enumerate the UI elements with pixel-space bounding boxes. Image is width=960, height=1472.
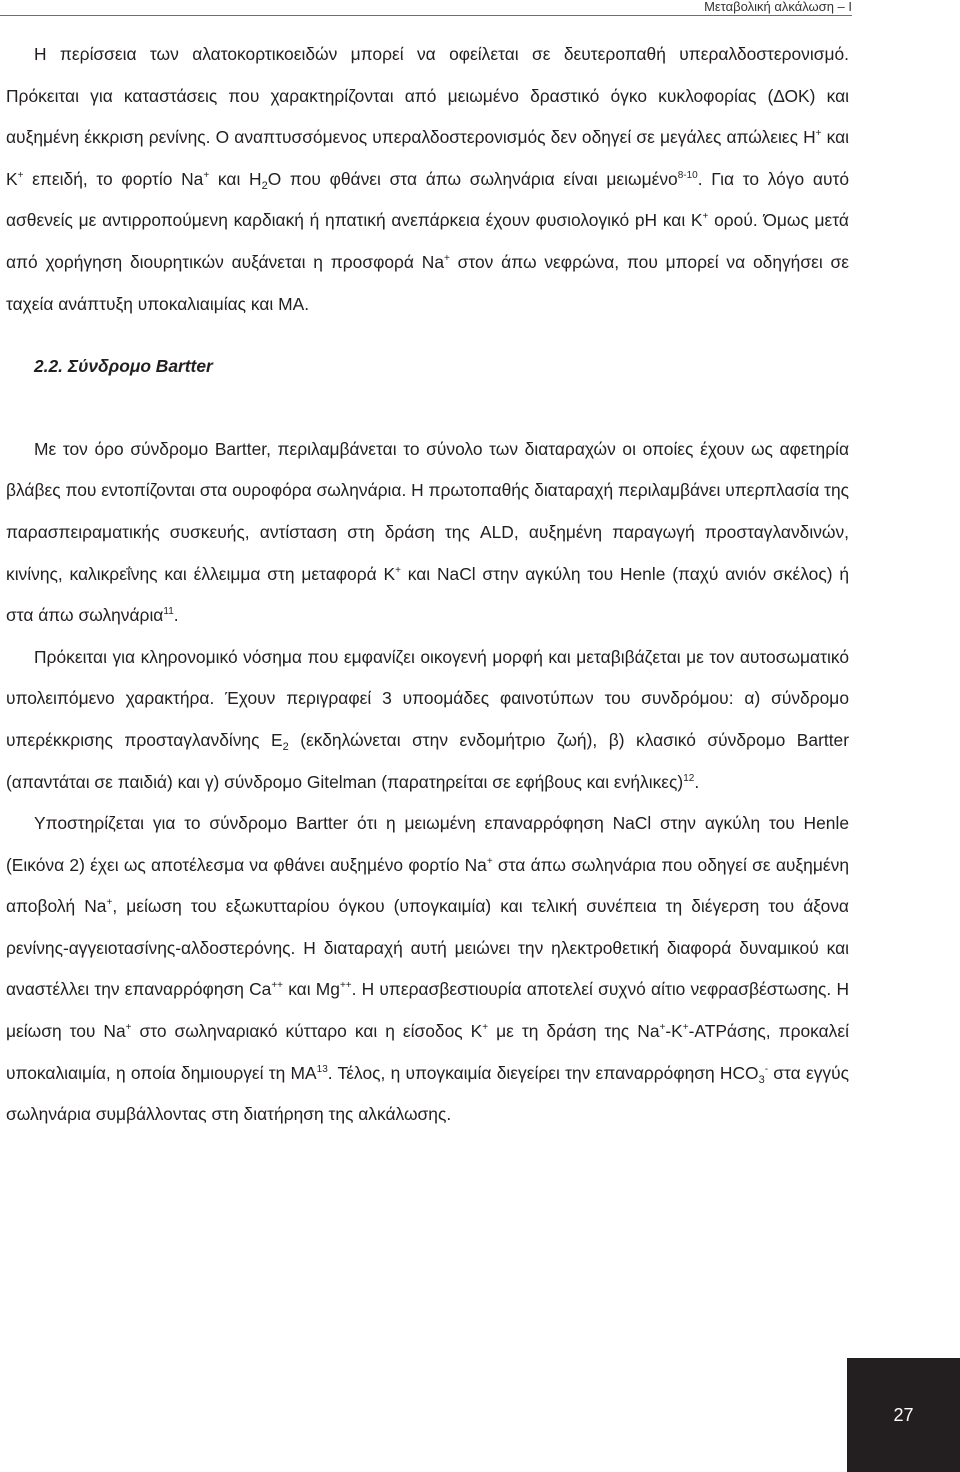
superscript: + — [486, 855, 493, 867]
text-run: και K — [6, 127, 850, 189]
subscript: 2 — [282, 740, 289, 753]
superscript: + — [444, 252, 450, 264]
paragraph-bartter-definition — [6, 429, 849, 637]
superscript: + — [203, 169, 210, 181]
text-run: , μείωση του εξωκυτταρίου όγκου (υπογκαιμία) και τελική συνέπεια τη διέγερση του άξονα ρενίνης-αγγειοτασίνης-αλδοστερόνης. Η διαταραχή αυτή μειώνει την ηλεκτροθετική διαφορά δυναμικού και αναστέλλει την επαναρρόφηση Ca — [6, 896, 849, 1000]
text-run: . — [694, 771, 700, 792]
page-number: 27 — [893, 1404, 914, 1425]
text-run: και H — [209, 168, 262, 189]
superscript: + — [17, 169, 24, 181]
superscript: + — [659, 1022, 666, 1034]
citation-ref: 13 — [316, 1063, 328, 1075]
superscript: + — [395, 564, 401, 576]
page-number-box — [847, 1358, 960, 1472]
superscript: + — [682, 1022, 689, 1034]
superscript: ++ — [339, 980, 352, 992]
text-run: στα άπω σωληνάρια που οδηγεί σε αυξημένη αποβολή Na — [6, 854, 849, 917]
text-run: . Η υπερασβεστιουρία αποτελεί συχνό αίτιο νεφρασβέστωσης. Η μείωση του Na — [6, 979, 849, 1042]
running-header: Μεταβολική αλκάλωση – Ι — [704, 0, 852, 14]
superscript: + — [482, 1022, 489, 1034]
text-run: . Για το λόγο αυτό ασθενείς με αντιρροπούμενη καρδιακή ή ηπατική ανεπάρκεια έχουν φυσιολογικό pH και K — [6, 168, 850, 231]
citation-ref: 11 — [163, 606, 174, 618]
text-run: . — [173, 605, 179, 626]
text-run: -ATPάσης, προκαλεί υποκαλιαιμία, η οποία δημιουργεί τη ΜΑ — [6, 1021, 849, 1083]
text-run: O που φθάνει στα άπω σωληνάρια είναι μειωμένο — [267, 168, 678, 189]
text-run: Με τον όρο σύνδρομο Bartter, περιλαμβάνεται το σύνολο των διαταραχών οι οποίες έχουν ως αφετηρία βλάβες που εντοπίζονται στα ουροφόρα σωληνάρια. Η πρωτοπαθής διαταραχή περιλαμβάνει υπερπλασία της παρασπειραματικής συσκευής, αντίσταση στη δράση της ALD, αυξημένη παραγωγή προσταγλανδινών, κινίνης, καλικρεΐνης και έλλειμμα στη μεταφορά K — [6, 438, 850, 584]
citation-ref: 8-10 — [677, 169, 698, 181]
header-rule — [0, 15, 852, 16]
paragraph-bartter-mechanism — [6, 803, 849, 1136]
text-run: και NaCl στην αγκύλη του Henle (παχύ ανιόν σκέλος) ή στα άπω σωληνάρια — [6, 563, 849, 626]
text-run: με τη δράση της Na — [488, 1021, 660, 1042]
superscript: + — [125, 1022, 132, 1034]
page-body — [6, 34, 849, 1136]
superscript: + — [702, 211, 709, 223]
text-run: και Mg — [283, 979, 340, 1000]
text-run: Η περίσσεια των αλατοκορτικοειδών μπορεί να οφείλεται σε δευτεροπαθή υπεραλδοστερονισμό. Πρόκειται για καταστάσεις που χαρακτηρίζονται από μειωμένο δραστικό όγκο κυκλοφορίας (ΔΟΚ) και αυξημένη έκκριση ρενίνης. Ο αναπτυσσόμενος υπεραλδοστερονισμός δεν οδηγεί σε μεγάλες απώλειες H — [6, 44, 849, 148]
subscript: 2 — [261, 179, 268, 192]
text-run: στον άπω νεφρώνα, που μπορεί να οδηγήσει σε ταχεία ανάπτυξη υποκαλιαιμίας και ΜΑ. — [6, 251, 849, 314]
superscript: + — [815, 128, 822, 140]
text-run: στα εγγύς σωληνάρια συμβάλλοντας στη διατήρηση της αλκάλωσης. — [6, 1062, 849, 1125]
text-run: Υποστηρίζεται για το σύνδρομο Bartter ότι η μειωμένη επαναρρόφηση NaCl στην αγκύλη του Henle (Εικόνα 2) έχει ως αποτέλεσμα να φθάνει αυξημένο φορτίο Na — [6, 813, 849, 875]
text-run: (εκδηλώνεται στην ενδομήτριο ζωή), β) κλασικό σύνδρομο Bartter (απαντάται σε παιδιά) και γ) σύνδρομο Gitelman (παρατηρείται σε εφήβους και ενήλικες) — [6, 729, 849, 792]
superscript: + — [106, 897, 113, 909]
text-run: ορού. Όμως μετά από χορήγηση διουρητικών αυξάνεται η προσφορά Na — [6, 210, 849, 272]
subscript: 3 — [758, 1073, 765, 1086]
text-run: . Τέλος, η υπογκαιμία διεγείρει την επαναρρόφηση HCO — [327, 1062, 759, 1083]
citation-ref: 12 — [683, 772, 695, 784]
superscript: - — [764, 1063, 769, 1075]
paragraph-secondary-hyperaldosteronism — [6, 34, 849, 325]
text-run: -K — [665, 1021, 683, 1042]
paragraph-bartter-inheritance — [6, 637, 849, 803]
section-heading: 2.2. Σύνδρομο Bartter — [34, 356, 213, 377]
superscript: ++ — [271, 980, 284, 992]
text-run: Πρόκειται για κληρονομικό νόσημα που εμφανίζει οικογενή μορφή και μεταβιβάζεται με τον αυτοσωματικό υπολειπόμενο χαρακτήρα. Έχουν περιγραφεί 3 υποομάδες φαινοτύπων του συνδρόμου: α) σύνδρομο υπερέκκρισης προσταγλανδίνης E — [6, 646, 849, 750]
text-run: στο σωληναριακό κύτταρο και η είσοδος K — [131, 1021, 483, 1042]
text-run: επειδή, το φορτίο Na — [23, 168, 204, 189]
